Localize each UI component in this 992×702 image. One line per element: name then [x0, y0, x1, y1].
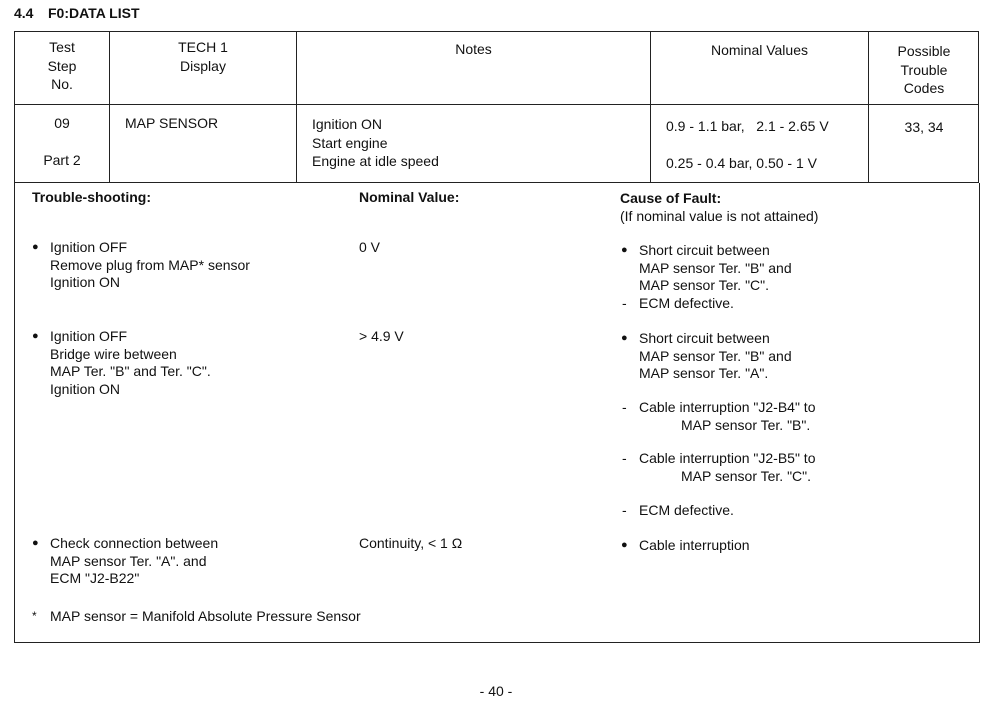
cause-dash-marker: -: [622, 502, 627, 518]
row-trouble-codes: 33, 34: [904, 119, 944, 135]
step-2-value: > 4.9 V: [359, 328, 404, 344]
data-list-table: [14, 31, 979, 183]
row-nominal-2: 0.25 - 0.4 bar, 0.50 - 1 V: [666, 155, 817, 171]
nominal-value-header: Nominal Value:: [359, 189, 460, 205]
section-heading: [14, 5, 140, 21]
step-bullet-icon: ●: [32, 537, 39, 549]
row-nominal-1: 0.9 - 1.1 bar, 2.1 - 2.65 V: [666, 118, 829, 134]
row-notes: Ignition ON Start engine Engine at idle speed: [312, 116, 439, 169]
step-bullet-icon: ●: [32, 241, 39, 253]
cause-bullet-icon: ●: [621, 332, 628, 344]
cause-dash-marker: -: [622, 450, 627, 466]
step-bullet-icon: ●: [32, 330, 39, 342]
page-number: - 40 -: [479, 683, 513, 699]
header-trouble-codes: Possible Trouble Codes: [897, 43, 951, 96]
footnote-marker: *: [32, 609, 37, 623]
step-3-instructions: Check connection between MAP sensor Ter. "A". and ECM "J2-B22": [50, 535, 219, 586]
step-1-instructions: Ignition OFF Remove plug from MAP* sensor Ignition ON: [50, 239, 250, 290]
footnote-text: MAP sensor = Manifold Absolute Pressure Sensor: [50, 608, 361, 624]
step-2-instructions: Ignition OFF Bridge wire between MAP Ter. "B" and Ter. "C". Ignition ON: [50, 328, 211, 397]
step-3-cause-1: Cable interruption: [639, 537, 750, 553]
cause-bullet-icon: ●: [621, 539, 628, 551]
step-3-value: Continuity, < 1 Ω: [359, 535, 463, 551]
step-1-cause-2: ECM defective.: [639, 295, 734, 311]
header-tech1-display: TECH 1 Display: [178, 39, 228, 74]
cause-bullet-icon: ●: [621, 244, 628, 256]
troubleshooting-header: Trouble-shooting:: [32, 189, 151, 205]
troubleshooting-section: [14, 183, 980, 643]
step-1-value: 0 V: [359, 239, 381, 255]
row-display: MAP SENSOR: [125, 115, 219, 131]
cause-dash-marker: -: [622, 295, 627, 311]
cause-of-fault-note: (If nominal value is not attained): [620, 208, 819, 224]
cause-dash-marker: -: [622, 399, 627, 415]
step-2-cause-3: Cable interruption "J2-B5" to MAP sensor Ter. "C".: [639, 450, 816, 484]
header-nominal-values: Nominal Values: [710, 42, 808, 58]
header-notes: Notes: [455, 41, 492, 57]
section-number: 4.4: [14, 5, 34, 21]
step-1-cause-1: Short circuit between MAP sensor Ter. "B" and MAP sensor Ter. "C".: [639, 242, 792, 293]
step-2-cause-2: Cable interruption "J2-B4" to MAP sensor Ter. "B".: [639, 399, 816, 433]
header-test-step: Test Step No.: [47, 39, 77, 92]
step-2-cause-4: ECM defective.: [639, 502, 734, 518]
row-step-number: 09: [54, 115, 70, 131]
row-step-part: Part 2: [43, 152, 81, 168]
step-2-cause-1: Short circuit between MAP sensor Ter. "B" and MAP sensor Ter. "A".: [639, 330, 792, 381]
section-title: F0:DATA LIST: [48, 5, 140, 21]
cause-of-fault-header: Cause of Fault:: [620, 190, 722, 206]
